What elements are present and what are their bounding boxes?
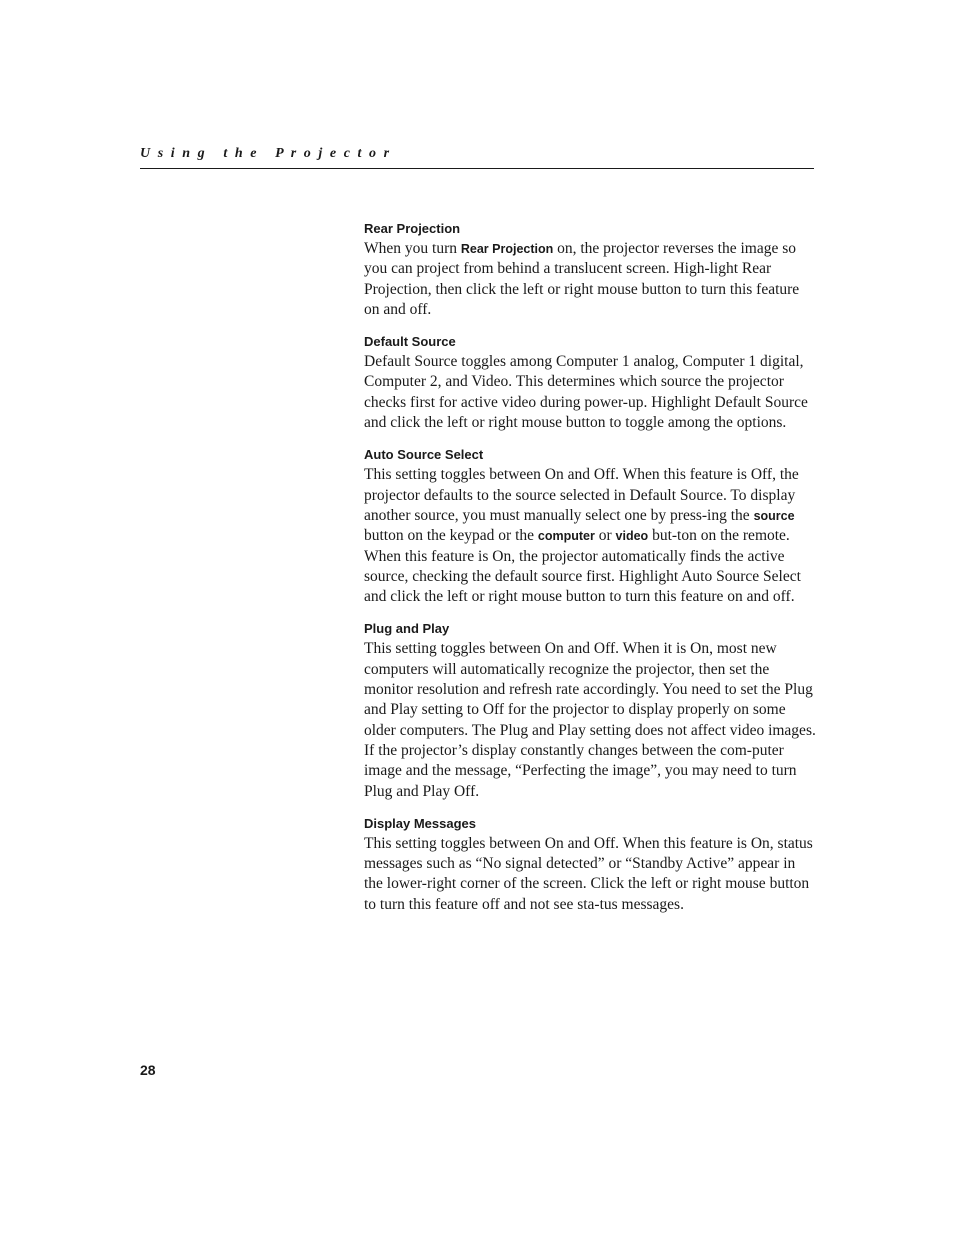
section-rear-projection xyxy=(364,220,816,320)
section-paragraph xyxy=(364,465,816,607)
section-title: Rear Projection xyxy=(364,221,461,236)
section-title: Plug and Play xyxy=(364,621,450,637)
header-rule xyxy=(140,168,814,169)
keyword-computer: computer xyxy=(537,529,595,544)
section-title: Default Source xyxy=(364,334,456,350)
keyword-rear-projection: Rear Projection xyxy=(460,242,554,256)
paragraph-text: or xyxy=(594,527,616,545)
paragraph-text: button on the keypad or the xyxy=(364,527,538,545)
section-title: Display Messages xyxy=(364,815,477,831)
section-paragraph: This setting toggles between On and Off. When it is On, most new computers will automatically recognize the projector, then set the monitor resolution and refresh rate accordingly. You need to set the Plug and Play setting to Off for the projector to display properly on some older computers. The Plug and Play setting does not affect video images. xyxy=(364,640,816,739)
keyword-source: source xyxy=(753,508,795,523)
section-plug-and-play xyxy=(364,620,816,801)
section-paragraph: This setting toggles between On and Off. When this feature is On, status messages such as “No signal detected” or “Standby Active” appear in the lower-right corner of the screen. Click the left or right mouse button to turn this feature off and not see sta-tus messages. xyxy=(364,834,813,913)
main-content xyxy=(364,220,816,928)
section-auto-source-select xyxy=(364,446,816,607)
paragraph-text: but-ton on the remote. When this feature is On, the projector automatically finds the active source, checking the default source first. Highlight Auto Source Select and click the left or right mouse button to turn this feature on and off. xyxy=(364,527,801,606)
section-title: Auto Source Select xyxy=(364,447,484,463)
paragraph-text: This setting toggles between On and Off. When this feature is Off, the projector defaults to the source selected in Default Source. To display another source, you must manually select one by press-ing the xyxy=(364,466,799,524)
page-number: 28 xyxy=(140,1062,156,1078)
section-display-messages xyxy=(364,815,816,915)
section-default-source xyxy=(364,333,816,433)
paragraph-text: on, the projector reverses the image so you can project from behind a translucent screen. High-light Rear Projection, then click the left or right mouse button to turn this feature on and off. xyxy=(364,240,800,318)
section-paragraph: Default Source toggles among Computer 1 analog, Computer 1 digital, Computer 2, and Video. This determines which source the projector checks first for active video during power-up. Highlight Default Source and click the left or right mouse button to toggle among the options. xyxy=(364,353,808,432)
keyword-video: video xyxy=(615,529,649,544)
paragraph-text: When you turn xyxy=(364,240,461,257)
section-paragraph xyxy=(364,239,816,320)
running-header: U s i n g t h e P r o j e c t o r xyxy=(140,146,390,161)
section-paragraph: If the projector’s display constantly changes between the com-puter image and the message, “Perfecting the image”, you may need to turn Plug and Play Off. xyxy=(364,741,797,800)
